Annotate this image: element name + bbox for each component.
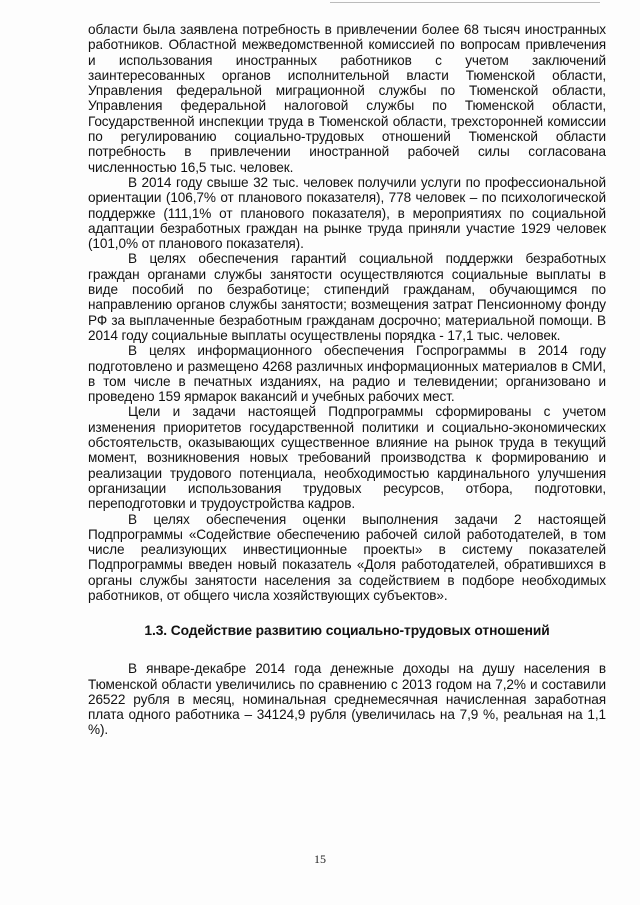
paragraph: В 2014 году свыше 32 тыс. человек получили услуги по профессиональной ориентации (106,7% от планового показателя), 778 человек – по психологической поддержке (111,1% от планового показателя), в мероприятиях по социальной адаптации безработных граждан на рынке труда приняли участие 1929 человек (101,0% от планового показателя). (88, 174, 606, 252)
section-heading: 1.3. Содействие развитию социально-трудовых отношений (144, 623, 550, 639)
page-body (88, 22, 606, 738)
paragraph: Цели и задачи настоящей Подпрограммы сформированы с учетом изменения приоритетов государственной политики и социально-экономических обстоятельств, оказывающих существенное влияние на рынок труда в текущий момент, возникновения новых требований производства к формированию и реализации трудового потенциала, необходимостью кардинального улучшения организации использования трудовых ресурсов, отбора, подготовки, переподготовки и трудоустройства кадров. (88, 404, 606, 512)
page-number: 15 (314, 852, 326, 866)
scan-edge-line (330, 2, 600, 3)
paragraph: области была заявлена потребность в привлечении более 68 тысяч иностранных работников. Областной межведомственной комиссией по вопросам привлечения и использования иностранных работников с учетом заключений заинтересованных органов исполнительной власти Тюменской области, Управления федеральной миграционной службы по Тюменской области, Управления федеральной налоговой службы по Тюменской области, Государственной инспекции труда в Тюменской области, трехсторонней комиссии по регулированию социально-трудовых отношений Тюменской области потребность в привлечении иностранной рабочей силы согласована численностью 16,5 тыс. человек. (88, 22, 606, 175)
paragraph: В январе-декабре 2014 года денежные доходы на душу населения в Тюменской области увеличились по сравнению с 2013 годом на 7,2% и составили 26522 рубля в месяц, номинальная среднемесячная начисленная заработная плата одного работника – 34124,9 рубля (увеличилась на 7,9 %, реальная на 1,1 %). (88, 661, 606, 738)
paragraph: В целях информационного обеспечения Госпрограммы в 2014 году подготовлено и размещено 4268 различных информационных материалов в СМИ, в том числе в печатных изданиях, на радио и телевидении; организовано и проведено 159 ярмарок вакансий и учебных рабочих мест. (88, 343, 606, 405)
paragraph: В целях обеспечения оценки выполнения задачи 2 настоящей Подпрограммы «Содействие обеспечению рабочей силой работодателей, в том числе реализующих инвестиционные проекты» в систему показателей Подпрограммы введен новый показатель «Доля работодателей, обратившихся в органы службы занятости населения за содействием в подборе необходимых работников, от общего числа хозяйствующих субъектов». (88, 511, 606, 603)
paragraph: В целях обеспечения гарантий социальной поддержки безработных граждан органами службы занятости осуществляются социальные выплаты в виде пособий по безработице; стипендий гражданам, обучающимся по направлению органов службы занятости; возмещения затрат Пенсионному фонду РФ за выплаченные безработным гражданам досрочно; материальной помощи. В 2014 году социальные выплаты осуществлены порядка - 17,1 тыс. человек. (88, 251, 606, 343)
